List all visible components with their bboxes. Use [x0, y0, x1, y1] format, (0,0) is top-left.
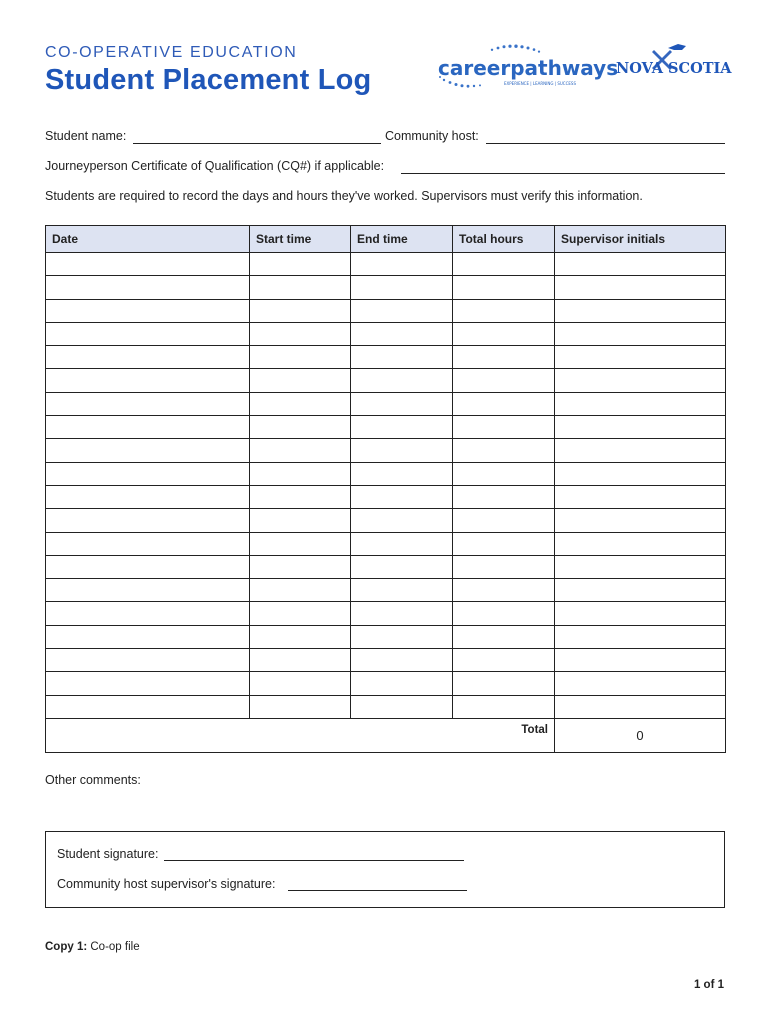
- student-name-field[interactable]: [133, 143, 381, 144]
- start-time-cell[interactable]: [250, 649, 351, 672]
- start-time-cell[interactable]: [250, 509, 351, 532]
- nova-scotia-wordmark: NOVA SCOTIA: [616, 60, 732, 77]
- total-label: Total: [453, 718, 555, 752]
- date-cell[interactable]: [46, 253, 250, 276]
- column-header-end-time: End time: [351, 226, 453, 253]
- table-row: [46, 579, 726, 602]
- career-pathways-wordmark: careerpathways: [438, 56, 619, 80]
- end-time-cell[interactable]: [351, 579, 453, 602]
- total-hours-cell[interactable]: [453, 462, 555, 485]
- date-cell[interactable]: [46, 392, 250, 415]
- total-hours-cell[interactable]: [453, 369, 555, 392]
- start-time-cell[interactable]: [250, 299, 351, 322]
- total-hours-value[interactable]: 0: [555, 718, 726, 752]
- section-kicker: CO-OPERATIVE EDUCATION: [45, 44, 298, 61]
- student-signature-field[interactable]: [164, 860, 464, 861]
- date-cell[interactable]: [46, 555, 250, 578]
- date-cell[interactable]: [46, 672, 250, 695]
- end-time-cell[interactable]: [351, 276, 453, 299]
- career-pathways-tagline: EXPERIENCE | LEARNING | SUCCESS: [504, 81, 576, 86]
- start-time-cell[interactable]: [250, 555, 351, 578]
- total-hours-cell[interactable]: [453, 509, 555, 532]
- supervisor-initials-cell[interactable]: [555, 369, 726, 392]
- date-cell[interactable]: [46, 439, 250, 462]
- end-time-cell[interactable]: [351, 392, 453, 415]
- supervisor-initials-cell[interactable]: [555, 579, 726, 602]
- start-time-cell[interactable]: [250, 346, 351, 369]
- supervisor-initials-cell[interactable]: [555, 672, 726, 695]
- date-cell[interactable]: [46, 602, 250, 625]
- total-hours-cell[interactable]: [453, 602, 555, 625]
- copy-label: Copy 1:: [45, 941, 88, 953]
- community-host-label: Community host:: [385, 129, 479, 143]
- instructions-text: Students are required to record the days and hours they've worked. Supervisors must verify this information.: [45, 189, 643, 203]
- start-time-cell[interactable]: [250, 579, 351, 602]
- supervisor-initials-cell[interactable]: [555, 276, 726, 299]
- start-time-cell[interactable]: [250, 672, 351, 695]
- start-time-cell[interactable]: [250, 276, 351, 299]
- other-comments-label: Other comments:: [45, 773, 141, 787]
- cq-field[interactable]: [401, 173, 725, 174]
- start-time-cell[interactable]: [250, 602, 351, 625]
- total-row: [46, 718, 726, 752]
- table-row: [46, 392, 726, 415]
- supervisor-initials-cell[interactable]: [555, 392, 726, 415]
- table-row: [46, 532, 726, 555]
- total-hours-cell[interactable]: [453, 416, 555, 439]
- total-hours-cell[interactable]: [453, 695, 555, 718]
- date-cell[interactable]: [46, 346, 250, 369]
- table-row: [46, 276, 726, 299]
- start-time-cell[interactable]: [250, 485, 351, 508]
- total-hours-cell[interactable]: [453, 485, 555, 508]
- date-cell[interactable]: [46, 369, 250, 392]
- table-row: [46, 695, 726, 718]
- student-signature-label: Student signature:: [57, 847, 159, 861]
- supervisor-initials-cell[interactable]: [555, 416, 726, 439]
- total-hours-cell[interactable]: [453, 532, 555, 555]
- supervisor-initials-cell[interactable]: [555, 439, 726, 462]
- cq-label: Journeyperson Certificate of Qualification (CQ#) if applicable:: [45, 159, 385, 173]
- start-time-cell[interactable]: [250, 369, 351, 392]
- total-hours-cell[interactable]: [453, 299, 555, 322]
- column-header-total-hours: Total hours: [453, 226, 555, 253]
- start-time-cell[interactable]: [250, 532, 351, 555]
- total-hours-cell[interactable]: [453, 346, 555, 369]
- start-time-cell[interactable]: [250, 322, 351, 345]
- end-time-cell[interactable]: [351, 485, 453, 508]
- total-hours-cell[interactable]: [453, 439, 555, 462]
- page-title: Student Placement Log: [45, 64, 372, 96]
- table-row: [46, 416, 726, 439]
- signature-box: [45, 831, 725, 908]
- end-time-cell[interactable]: [351, 672, 453, 695]
- supervisor-initials-cell[interactable]: [555, 555, 726, 578]
- table-row: [46, 439, 726, 462]
- table-row: [46, 509, 726, 532]
- column-header-date: Date: [46, 226, 250, 253]
- supervisor-initials-cell[interactable]: [555, 509, 726, 532]
- supervisor-initials-cell[interactable]: [555, 532, 726, 555]
- total-spacer: [46, 718, 453, 752]
- supervisor-initials-cell[interactable]: [555, 695, 726, 718]
- total-hours-cell[interactable]: [453, 276, 555, 299]
- table-row: [46, 253, 726, 276]
- table-row: [46, 346, 726, 369]
- supervisor-initials-cell[interactable]: [555, 602, 726, 625]
- end-time-cell[interactable]: [351, 439, 453, 462]
- table-row: [46, 369, 726, 392]
- total-hours-cell[interactable]: [453, 579, 555, 602]
- end-time-cell[interactable]: [351, 346, 453, 369]
- table-row: [46, 602, 726, 625]
- copy-note: [45, 941, 140, 953]
- table-row: [46, 485, 726, 508]
- total-hours-cell[interactable]: [453, 392, 555, 415]
- date-cell[interactable]: [46, 625, 250, 648]
- student-name-label: Student name:: [45, 129, 127, 143]
- table-row: [46, 462, 726, 485]
- supervisor-initials-cell[interactable]: [555, 322, 726, 345]
- date-cell[interactable]: [46, 649, 250, 672]
- supervisor-initials-cell[interactable]: [555, 649, 726, 672]
- date-cell[interactable]: [46, 579, 250, 602]
- supervisor-initials-cell[interactable]: [555, 625, 726, 648]
- total-hours-cell[interactable]: [453, 322, 555, 345]
- total-hours-cell[interactable]: [453, 625, 555, 648]
- column-header-start-time: Start time: [250, 226, 351, 253]
- table-row: [46, 649, 726, 672]
- table-header-row: [46, 226, 726, 253]
- date-cell[interactable]: [46, 695, 250, 718]
- start-time-cell[interactable]: [250, 695, 351, 718]
- copy-value: Co-op file: [90, 941, 140, 953]
- column-header-supervisor-initials: Supervisor initials: [555, 226, 726, 253]
- date-cell[interactable]: [46, 532, 250, 555]
- start-time-cell[interactable]: [250, 253, 351, 276]
- career-pathways-logo: [436, 44, 619, 92]
- start-time-cell[interactable]: [250, 416, 351, 439]
- start-time-cell[interactable]: [250, 439, 351, 462]
- supervisor-initials-cell[interactable]: [555, 462, 726, 485]
- start-time-cell[interactable]: [250, 462, 351, 485]
- table-row: [46, 299, 726, 322]
- supervisor-initials-cell[interactable]: [555, 485, 726, 508]
- date-cell[interactable]: [46, 462, 250, 485]
- end-time-cell[interactable]: [351, 532, 453, 555]
- table-body: [46, 253, 726, 719]
- date-cell[interactable]: [46, 322, 250, 345]
- table-row: [46, 555, 726, 578]
- end-time-cell[interactable]: [351, 649, 453, 672]
- end-time-cell[interactable]: [351, 509, 453, 532]
- end-time-cell[interactable]: [351, 299, 453, 322]
- community-host-field[interactable]: [486, 143, 725, 144]
- total-hours-cell[interactable]: [453, 253, 555, 276]
- start-time-cell[interactable]: [250, 392, 351, 415]
- date-cell[interactable]: [46, 485, 250, 508]
- start-time-cell[interactable]: [250, 625, 351, 648]
- total-hours-cell[interactable]: [453, 649, 555, 672]
- end-time-cell[interactable]: [351, 322, 453, 345]
- end-time-cell[interactable]: [351, 555, 453, 578]
- date-cell[interactable]: [46, 276, 250, 299]
- date-cell[interactable]: [46, 416, 250, 439]
- page-number: 1 of 1: [693, 979, 724, 991]
- supervisor-initials-cell[interactable]: [555, 253, 726, 276]
- date-cell[interactable]: [46, 299, 250, 322]
- supervisor-initials-cell[interactable]: [555, 346, 726, 369]
- table-row: [46, 322, 726, 345]
- total-hours-cell[interactable]: [453, 672, 555, 695]
- date-cell[interactable]: [46, 509, 250, 532]
- end-time-cell[interactable]: [351, 695, 453, 718]
- end-time-cell[interactable]: [351, 369, 453, 392]
- table-row: [46, 672, 726, 695]
- end-time-cell[interactable]: [351, 416, 453, 439]
- host-signature-label: Community host supervisor's signature:: [57, 877, 276, 891]
- end-time-cell[interactable]: [351, 625, 453, 648]
- end-time-cell[interactable]: [351, 462, 453, 485]
- end-time-cell[interactable]: [351, 602, 453, 625]
- placement-log-table: [45, 225, 726, 753]
- supervisor-initials-cell[interactable]: [555, 299, 726, 322]
- total-hours-cell[interactable]: [453, 555, 555, 578]
- end-time-cell[interactable]: [351, 253, 453, 276]
- host-signature-field[interactable]: [288, 890, 467, 891]
- table-row: [46, 625, 726, 648]
- nova-scotia-logo: [616, 44, 732, 82]
